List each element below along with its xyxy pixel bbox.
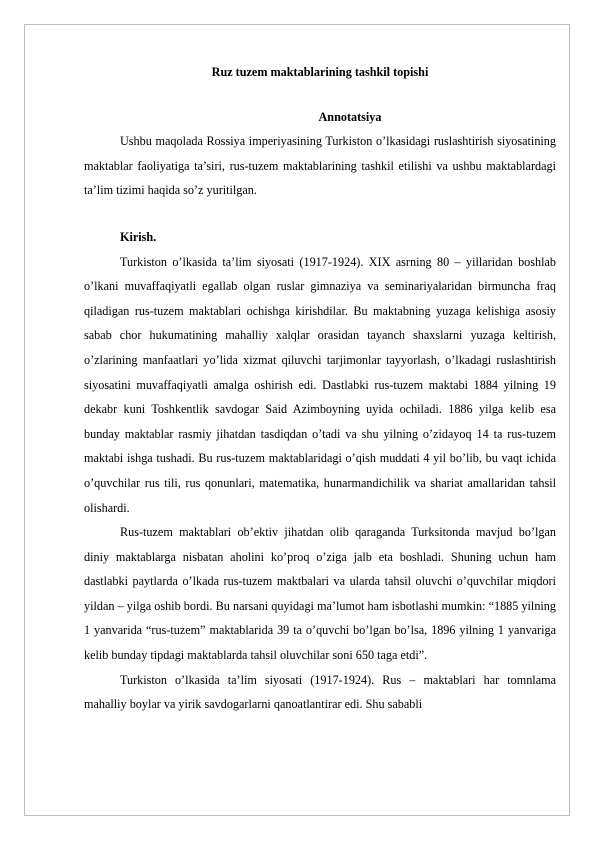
paragraph: Rus-tuzem maktablari ob’ektiv jihatdan olib qaraganda Turksitonda mavjud bo’lgan diniy maktablarga nisbatan aholini ko’proq o’ziga jalb eta boshladi. Shuning uchun ham dastlabki paytlarda o’lkada rus-tuzem maktbalari va ularda tahsil oluvchi o’quvchilar miqdori yildan – yilga oshib bordi. Bu narsani quyidagi ma’lumot ham isbotlashi mumkin: “1885 yilning 1 yanvarida “rus-tuzem” maktablarida 39 ta o’quvchi bo’lgan bo’lsa, 1896 yilning 1 yanvariga kelib bunday tipdagi maktablarda tahsil oluvchilar soni 650 taga etdi”. [84, 525, 556, 663]
paragraph: Turkiston o’lkasida ta’lim siyosati (1917-1924). Rus – maktablari har tomnlama mahalliy boylar va yirik savdogarlarni qanoatlantirar edi. Shu sababli [84, 672, 556, 712]
annotation-heading: Annotatsiya [318, 109, 382, 124]
paragraph: Turkiston o’lkasida ta’lim siyosati (1917-1924). XIX asrning 80 – yillaridan boshlab o’lkani muvaffaqiyatli egallab olgan ruslar gimnaziya va seminariyalaridan birmuncha fraq qiladigan rus-tuzem maktablari ochishga kirishdilar. Bu maktabning yuzaga kelishiga asosiy sabab chor hukumatining mahalliy xalqlar orasidan tayanch shaxslarni yuzaga keltirish, o’zlarining manfaatlari yo’lida xizmat qiluvchi tarjimonlar tayyorlash, o’lkadagi ruslashtirish siyosatini muvaffaqiyatli amalga oshirish edi. Dastlabki rus-tuzem maktabi 1884 yilning 19 dekabr kuni Toshkentlik savdogar Said Azimboyning uyida ochiladi. 1886 yilga kelib esa bunday maktablar rasmiy jihatdan tasdiqdan o’tadi va shu yilning o’zidayoq 14 ta rus-tuzem maktabi ishga tushadi. Bu rus-tuzem maktablaridagi o’qish muddati 4 yil bo’lib, bu vaqt ichida o’quvchilar rus tili, rus qonunlari, matematika, hunarmandichilik va shariat amallaridan tahsil olishardi. [84, 254, 556, 515]
document-title: Ruz tuzem maktablarining tashkil topishi [211, 65, 429, 79]
document-body [84, 60, 556, 717]
intro-heading: Kirish. [120, 229, 157, 244]
annotation-text: Ushbu maqolada Rossiya imperiyasining Turkiston o’lkasidagi ruslashtirish siyosatining maktablar faoliyatiga ta’siri, rus-tuzem maktablarining tashkil etilishi va ushbu maktablardagi ta’lim tizimi haqida so’z yuritilgan. [84, 134, 556, 198]
